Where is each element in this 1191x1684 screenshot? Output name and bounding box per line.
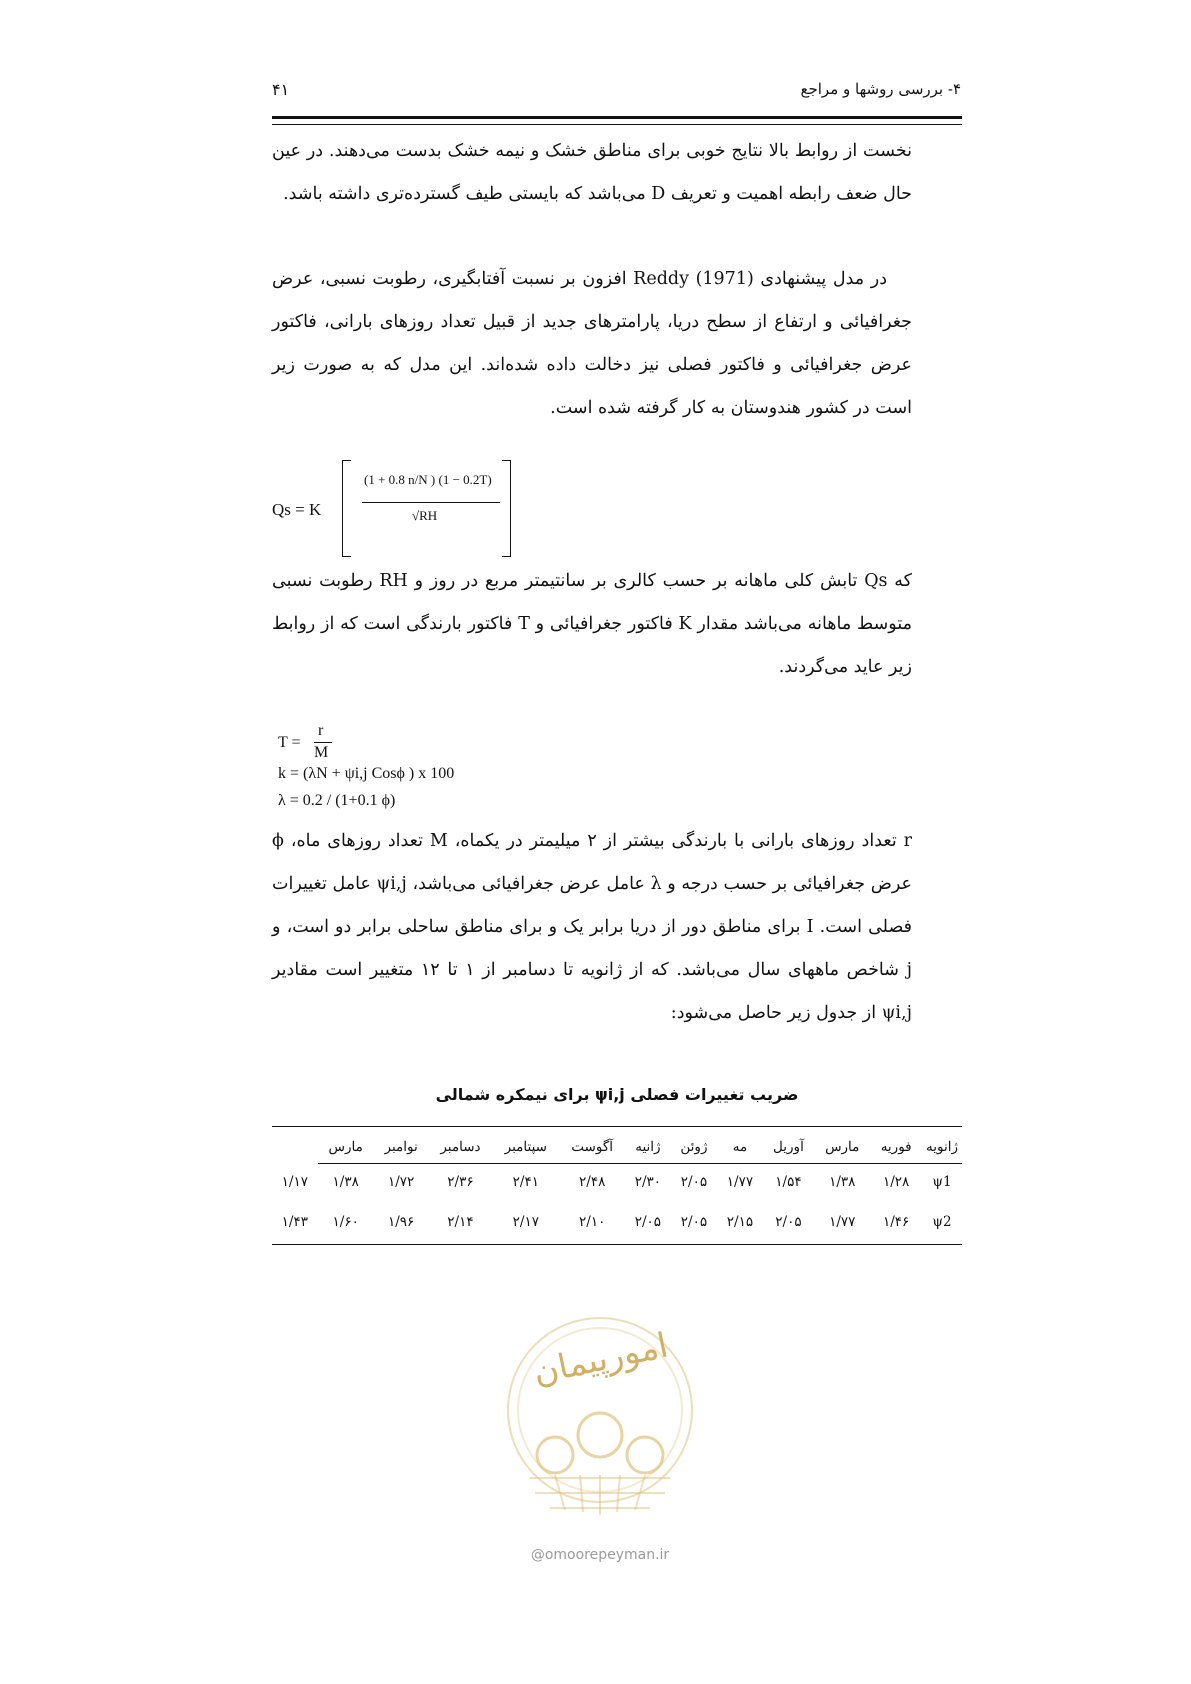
t-label: T = xyxy=(278,734,301,751)
table-cell: ۲/۰۵ xyxy=(680,1214,708,1230)
t-fraction-bar xyxy=(314,742,332,743)
t-numerator: r xyxy=(318,722,324,739)
bracket-right xyxy=(502,460,511,557)
table-cell: ۲/۰۵ xyxy=(634,1214,662,1230)
table-cell: ۱/۲۸ xyxy=(883,1174,910,1190)
table-header-cell: آگوست xyxy=(559,1127,625,1164)
running-head: ۴- بررسی روشها و مراجع xyxy=(800,80,961,98)
table-header-cell: مارس xyxy=(814,1127,870,1164)
qs-numerator: (1 + 0.8 n/N ) (1 − 0.2T) xyxy=(364,472,492,487)
qs-label: Qs = K xyxy=(272,500,322,519)
grid-icon xyxy=(530,1475,670,1515)
table-cell: ۱/۴۶ xyxy=(883,1214,910,1230)
coefficient-table xyxy=(272,1126,962,1245)
table-cell: ۲/۱۷ xyxy=(512,1214,539,1230)
table-cell: ۱/۱۷ xyxy=(281,1173,308,1190)
table-cell: ۱/۹۶ xyxy=(387,1214,415,1230)
lambda-equation: λ = 0.2 / (1+0.1 ϕ) xyxy=(278,792,396,809)
row-label: ψ2 xyxy=(932,1214,952,1230)
table-cell: ۲/۴۸ xyxy=(579,1174,606,1190)
table-header-cell: مه xyxy=(717,1127,763,1164)
table-row xyxy=(272,1164,962,1205)
table-cell: ۱/۳۸ xyxy=(332,1174,359,1190)
table-row xyxy=(272,1204,962,1245)
table-cell: ۱/۷۷ xyxy=(829,1214,856,1230)
table-header-cell: نوامبر xyxy=(374,1127,429,1164)
table-cell: ۲/۳۶ xyxy=(447,1174,474,1190)
table-cell: ۱/۷۲ xyxy=(387,1174,415,1190)
table-title: ضریب تغییرات فصلی ψi,j برای نیمکره شمالی xyxy=(435,1085,799,1104)
table-header-row xyxy=(272,1127,962,1164)
qs-denominator: √RH xyxy=(412,508,438,523)
table-header-cell: ژانیه xyxy=(625,1127,671,1164)
table-cell: ۱/۳۸ xyxy=(829,1174,856,1190)
table-cell: ۱/۷۷ xyxy=(726,1174,754,1190)
page-number: ۴۱ xyxy=(272,80,290,99)
t-denominator: M xyxy=(314,744,329,761)
table-header-cell: مارس xyxy=(318,1127,374,1164)
watermark-url: @omoorepeyman.ir xyxy=(530,1547,670,1563)
watermark-logo-text: امورپیمان xyxy=(529,1325,672,1393)
paragraph-4: r تعداد روزهای بارانی با بارندگی بیشتر از ۲ میلیمتر در یکماه، M تعداد روزهای ماه، ϕ عرض جغرافیائی بر حسب درجه و λ عامل عرض جغرافیائی می‌باشد، ψi,j عامل تغییرات فصلی است. I برای مناطق دور از دریا برابر یک و برای مناطق ساحلی برابر دو است، و j شاخص ماههای سال می‌باشد. که از ژانویه تا دسامبر از ۱ تا ۱۲ متغییر است مقادیر ψi,j از جدول زیر حاصل می‌شود: xyxy=(272,831,913,1023)
table-header-cell: ژوئن xyxy=(671,1127,718,1164)
table-cell: ۱/۵۴ xyxy=(775,1174,802,1190)
table-header-cell: آوریل xyxy=(763,1127,814,1164)
header-rule-thin xyxy=(272,124,962,125)
bracket-left xyxy=(342,460,351,557)
table-cell: ۲/۴۱ xyxy=(512,1174,539,1190)
table-cell: ۱/۴۳ xyxy=(281,1214,308,1230)
table-cell: ۲/۰۵ xyxy=(680,1174,708,1190)
paragraph-3: که Qs تابش کلی ماهانه بر حسب کالری بر سانتیمتر مربع در روز و RH رطوبت نسبی متوسط ماهانه می‌باشد مقدار K فاکتور جغرافیائی و T فاکتور بارندگی است که از روابط زیر عاید می‌گردند. xyxy=(272,571,913,677)
table-cell: ۲/۱۴ xyxy=(447,1214,474,1230)
gear-icon xyxy=(537,1413,663,1473)
row-label: ψ1 xyxy=(932,1174,952,1190)
fraction-bar xyxy=(362,502,500,503)
table-cell: ۱/۶۰ xyxy=(332,1214,359,1230)
table-header-cell: دسامبر xyxy=(428,1127,492,1164)
table-header-cell: ژانویه xyxy=(922,1127,962,1164)
paragraph-2: در مدل پیشنهادی Reddy (1971) افزون بر نسبت آفتابگیری، رطوبت نسبی، عرض جغرافیائی و ارتفاع از سطح دریا، پارامترهای جدید از قبیل تعداد روزهای بارانی، فاکتور عرض جغرافیائی و فاکتور فصلی نیز دخالت داده شده‌اند. این مدل که به صورت زیر است در کشور هندوستان به کار گرفته شده است. xyxy=(272,269,912,418)
table-cell: ۲/۳۰ xyxy=(634,1174,662,1190)
paragraph-1: نخست از روابط بالا نتایج خوبی برای مناطق خشک و نیمه خشک بدست می‌دهند. در عین حال ضعف رابطه اهمیت و تعریف D می‌باشد که بایستی طیف گسترده‌تری داشته باشد. xyxy=(272,141,912,204)
table-header-cell: فوریه xyxy=(870,1127,922,1164)
watermark-logo xyxy=(495,1300,705,1550)
header-rule-thick xyxy=(272,116,962,119)
table-cell: ۲/۱۵ xyxy=(726,1214,754,1230)
table-header-cell: سپتامبر xyxy=(492,1127,559,1164)
table-cell: ۲/۱۰ xyxy=(579,1214,606,1230)
k-equation: k = (λN + ψi,j Cosϕ ) x 100 xyxy=(278,765,455,782)
table-cell: ۲/۰۵ xyxy=(775,1214,802,1230)
